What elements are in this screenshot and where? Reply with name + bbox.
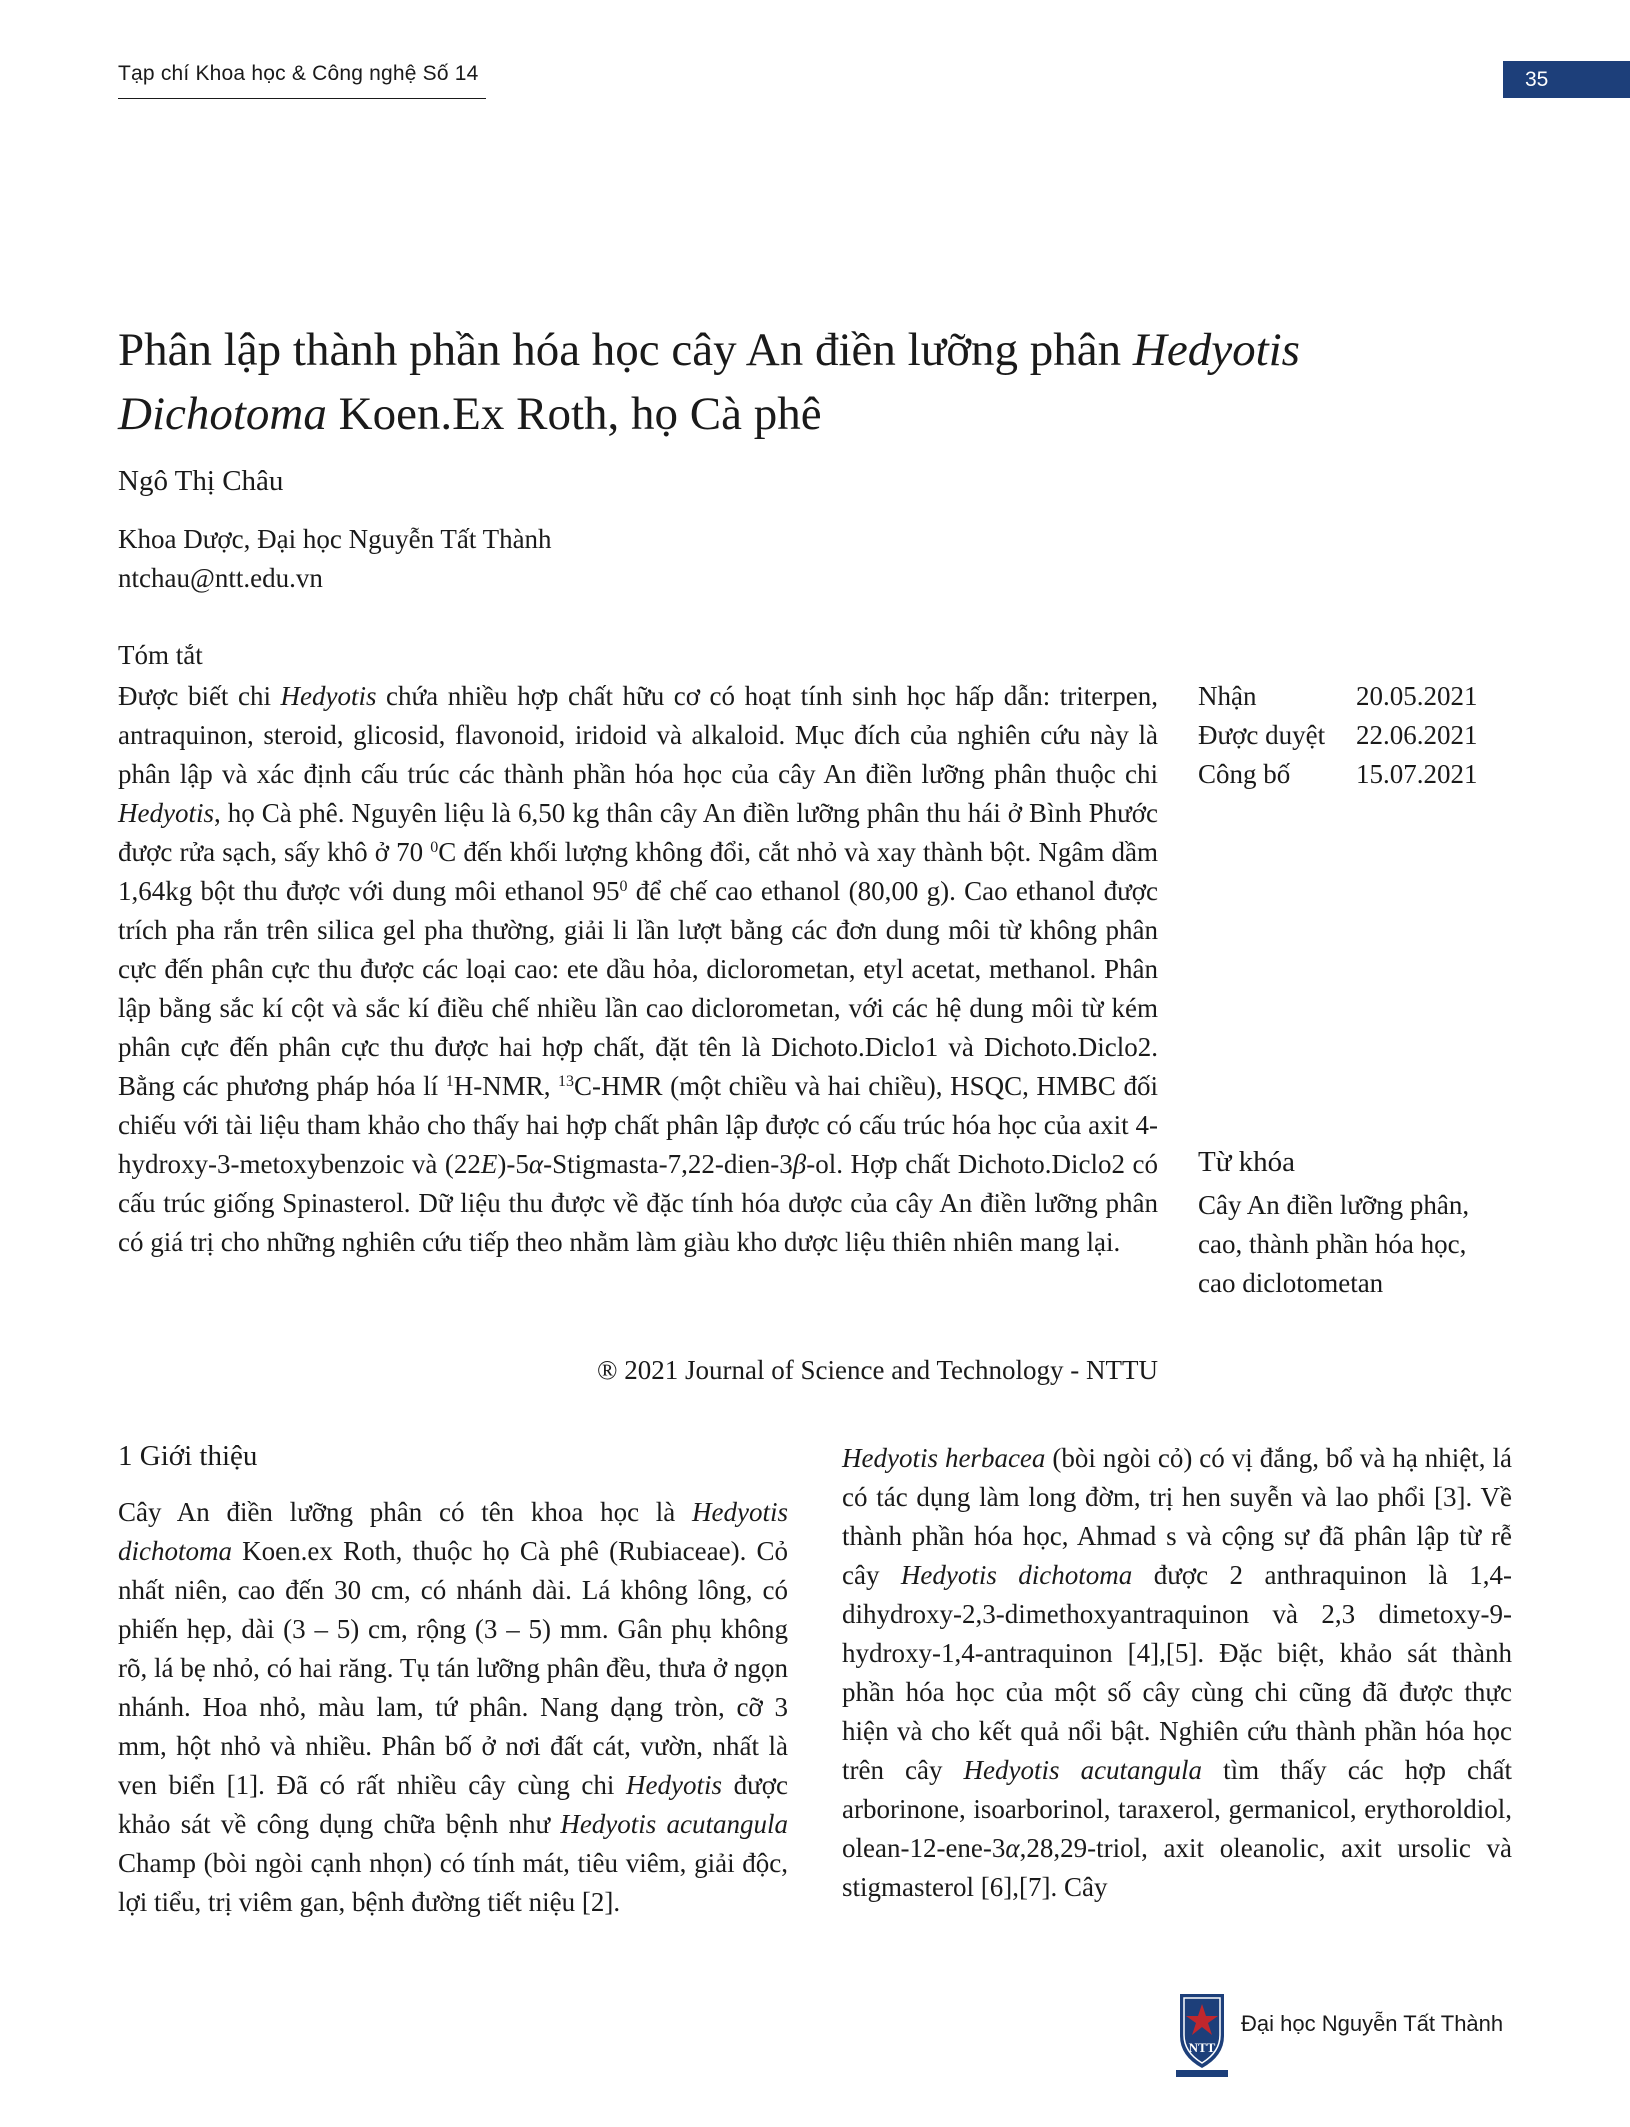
page-number-badge: 35	[1503, 61, 1630, 98]
title-italic-genus: Hedyotis	[1132, 324, 1300, 376]
logo-text: NTT	[1188, 2040, 1216, 2055]
intro-left-column	[118, 1493, 788, 1922]
date-accepted: Được duyệt 22.06.2021	[1198, 720, 1478, 750]
author-email[interactable]: ntchau@ntt.edu.vn	[118, 563, 323, 593]
paper-title	[118, 318, 1438, 446]
affiliation: Khoa Dược, Đại học Nguyễn Tất Thành	[118, 524, 552, 554]
affiliation-block	[118, 520, 552, 598]
date-received: Nhận 20.05.2021	[1198, 681, 1478, 711]
header-rule	[118, 98, 486, 99]
section-heading-intro: 1 Giới thiệu	[118, 1440, 258, 1472]
abstract-heading: Tóm tắt	[118, 640, 203, 670]
copyright-line: ® 2021 Journal of Science and Technology - NTTU	[597, 1355, 1158, 1385]
keywords-text: Cây An điền lưỡng phân, cao, thành phần hóa học, cao diclotometan	[1198, 1190, 1470, 1298]
title-part2: Koen.Ex Roth, họ Cà phê	[326, 388, 822, 440]
footer-university: Đại học Nguyễn Tất Thành	[1241, 2011, 1504, 2036]
title-italic-species: Dichotoma	[118, 388, 327, 440]
date-published: Công bố 15.07.2021	[1198, 759, 1478, 789]
keywords-heading: Từ khóa	[1198, 1146, 1296, 1178]
university-logo-icon	[1172, 1990, 1232, 2080]
intro-paragraph-left: Cây An điền lưỡng phân có tên khoa học là Hedyotis dichotoma Koen.ex Roth, thuộc họ Cà phê (Rubiaceae). Cỏ nhất niên, cao đến 30 cm, có nhánh dài. Lá không lông, có phiến hẹp, dài (3 – 5) cm, rộng (3 – 5) mm. Gân phụ không rõ, lá bẹ nhỏ, có hai răng. Tụ tán lưỡng phân đều, thưa ở ngọn nhánh. Hoa nhỏ, màu lam, tứ phân. Nang dạng tròn, cỡ 3 mm, hột nhỏ và nhiều. Phân bố ở nơi đất cát, vườn, nhất là ven biển [1]. Đã có rất nhiều cây cùng chi Hedyotis được khảo sát về công dụng chữa bệnh như Hedyotis acutangula Champ (bòi ngòi cạnh nhọn) có tính mát, tiêu viêm, giải độc, lợi tiểu, trị viêm gan, bệnh đường tiết niệu [2].	[118, 1497, 788, 1917]
title-part1: Phân lập thành phần hóa học cây An điền lưỡng phân	[118, 324, 1133, 376]
abstract-paragraph: Được biết chi Hedyotis chứa nhiều hợp chất hữu cơ có hoạt tính sinh học hấp dẫn: triterpen, antraquinon, steroid, glicosid, flavonoid, iridoid và alkaloid. Mục đích của nghiên cứu này là phân lập và xác định cấu trúc các thành phần hóa học của cây An điền lưỡng phân thuộc chi Hedyotis, họ Cà phê. Nguyên liệu là 6,50 kg thân cây An điền lưỡng phân thu hái ở Bình Phước được rửa sạch, sấy khô ở 70 $^0$C đến khối lượng không đổi, cắt nhỏ và xay thành bột. Ngâm dầm 1,64kg bột thu được với dung môi ethanol $95^0$ để chế cao ethanol (80,00 g). Cao ethanol được trích pha rắn trên silica gel pha thường, giải li lần lượt bằng các đơn dung môi từ không phân cực đến phân cực thu được các loại cao: ete dầu hỏa, diclorometan, etyl acetat, methanol. Phân lập bằng sắc kí cột và sắc kí điều chế nhiều lần cao diclorometan, với các hệ dung môi từ kém phân cực đến phân cực thu được hai hợp chất, đặt tên là Dichoto.Diclo1 và Dichoto.Diclo2. Bằng các phương pháp hóa lí $^1$H-NMR, $^{13}$C-HMR (một chiều và hai chiều), HSQC, HMBC đối chiếu với tài liệu tham khảo cho thấy hai hợp chất phân lập được có cấu trúc hóa học của axit 4-hydroxy-3-metoxybenzoic và (22E)-5α-Stigmasta-7,22-dien-3β-ol. Hợp chất Dichoto.Diclo2 có cấu trúc giống Spinasterol. Dữ liệu thu được về đặc tính hóa dược của cây An điền lưỡng phân có giá trị cho những nghiên cứu tiếp theo nhằm làm giàu kho dược liệu thiên nhiên mang lại.	[118, 681, 1158, 1257]
intro-paragraph-right: Hedyotis herbacea (bòi ngòi cỏ) có vị đắng, bổ và hạ nhiệt, lá có tác dụng làm long đờm, trị hen suyễn và lao phổi [3]. Về thành phần hóa học, Ahmad s và cộng sự đã phân lập từ rễ cây Hedyotis dichotoma được 2 anthraquinon là 1,4-dihydroxy-2,3-dimethoxyantraquinon và 2,3 dimetoxy-9-hydroxy-1,4-antraquinon [4],[5]. Đặc biệt, khảo sát thành phần hóa học của một số cây cùng chi cũng đã được thực hiện và cho kết quả nổi bật. Nghiên cứu thành phần hóa học trên cây Hedyotis acutangula tìm thấy các hợp chất arborinone, isoarborinol, taraxerol, germanicol, erythoroldiol, olean-12-ene-3α,28,29-triol, axit oleanolic, axit ursolic và stigmasterol [6],[7]. Cây	[842, 1443, 1513, 1902]
publication-dates	[1198, 677, 1478, 794]
journal-header: Tạp chí Khoa học & Công nghệ Số 14	[118, 62, 479, 85]
abstract-body	[118, 677, 1158, 1262]
intro-right-column	[842, 1439, 1512, 1907]
author-name: Ngô Thị Châu	[118, 465, 284, 497]
